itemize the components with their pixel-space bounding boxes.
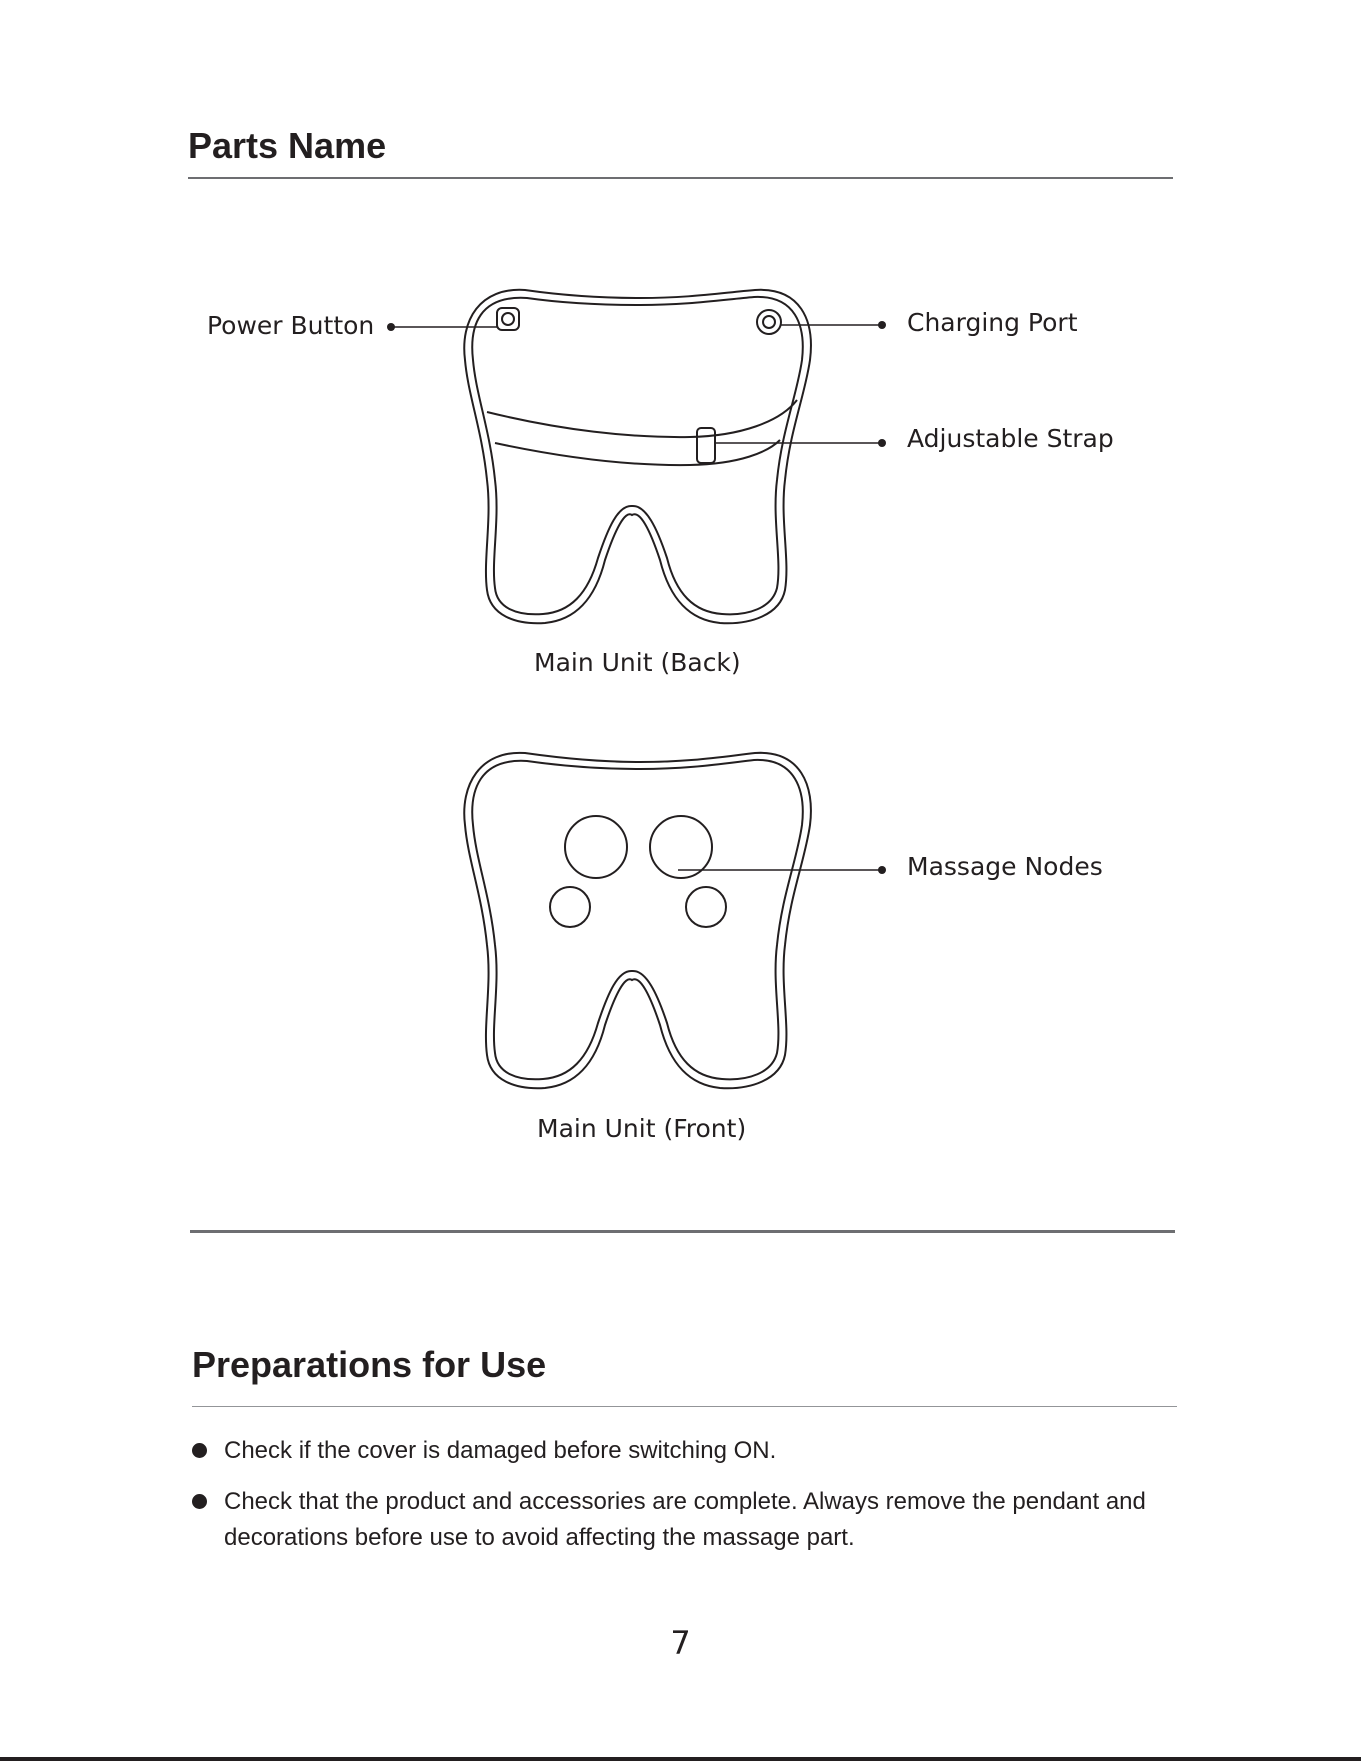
page-bottom-edge: [0, 1757, 1361, 1761]
preparations-divider: [192, 1406, 1177, 1407]
list-item-text: Check if the cover is damaged before switching ON.: [224, 1437, 777, 1464]
list-item-text: Check that the product and accessories are complete. Always remove the pendant and decorations before use to avoid affecting the massage part.: [224, 1488, 1146, 1551]
bullet-dot-icon: [192, 1494, 207, 1509]
label-power-button: Power Button: [207, 311, 375, 340]
list-item: [192, 1484, 1172, 1556]
caption-main-unit-front: Main Unit (Front): [537, 1114, 747, 1143]
label-adjustable-strap: Adjustable Strap: [907, 424, 1114, 453]
list-item: [192, 1433, 1172, 1469]
label-charging-port: Charging Port: [907, 308, 1078, 337]
caption-main-unit-back: Main Unit (Back): [534, 648, 741, 677]
section-separator: [190, 1230, 1175, 1233]
preparations-heading: Preparations for Use: [192, 1344, 547, 1385]
main-unit-back-outline: [464, 290, 811, 623]
bullet-dot-icon: [192, 1443, 207, 1458]
label-massage-nodes: Massage Nodes: [907, 852, 1103, 881]
preparations-list: [192, 1433, 1172, 1571]
page-number: 7: [670, 1624, 691, 1662]
main-unit-front-outline: [464, 753, 811, 1088]
parts-name-heading: Parts Name: [188, 125, 387, 166]
